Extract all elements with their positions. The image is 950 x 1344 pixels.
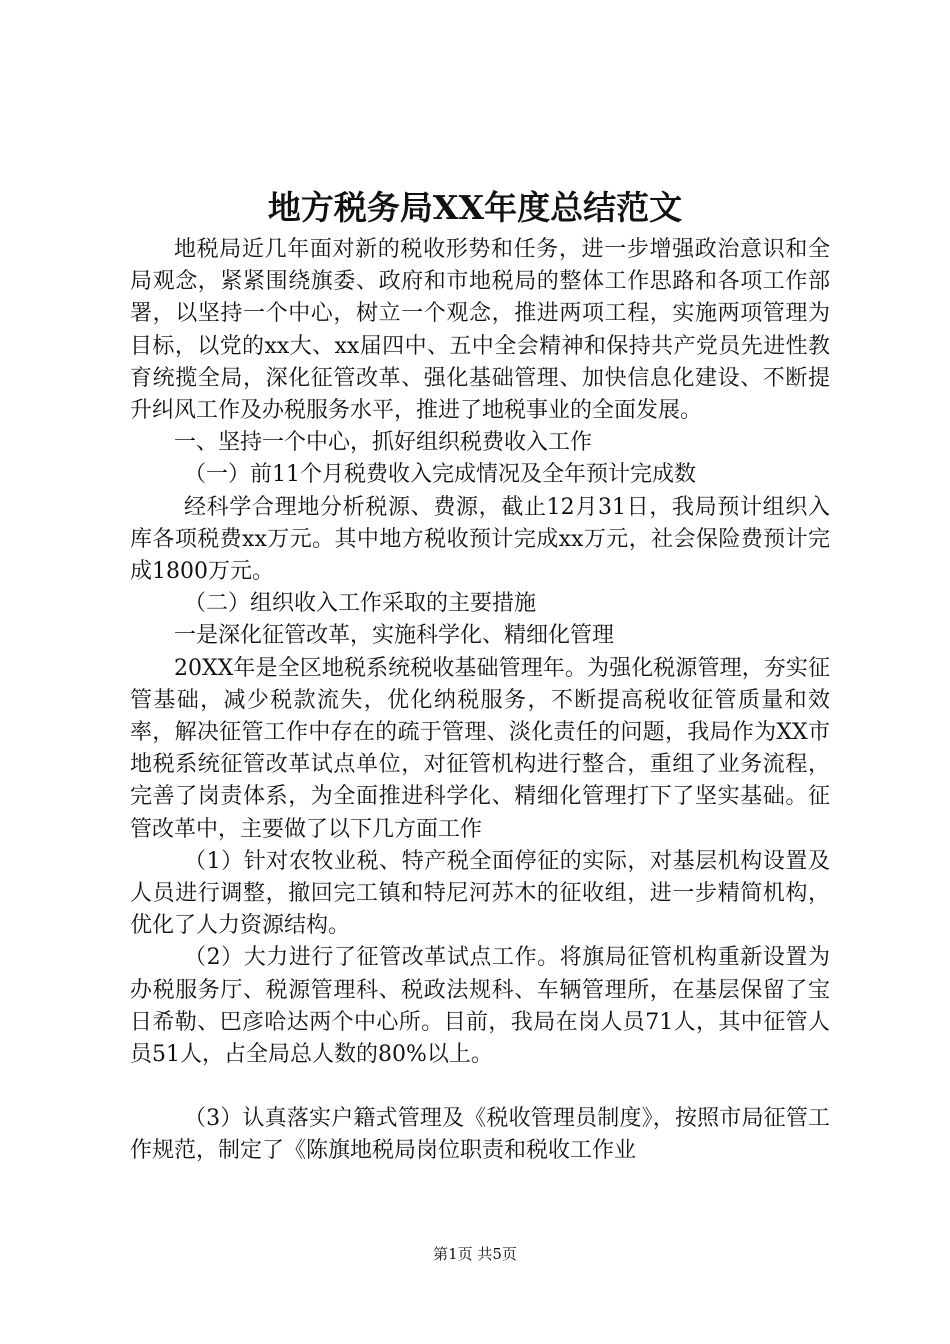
- document-body: [130, 234, 830, 1168]
- list-item-3: （3）认真落实户籍式管理及《税收管理员制度》，按照市局征管工作规范，制定了《陈旗地税局岗位职责和税收工作业: [130, 1106, 830, 1164]
- paragraph-reform: 20XX年是全区地税系统税收基础管理年。为强化税源管理，夯实征管基础，减少税款流失，优化纳税服务，不断提高税收征管质量和效率，解决征管工作中存在的疏于管理、淡化责任的问题，我局作为XX市地税系统征管改革试点单位，对征管机构进行整合，重组了业务流程，完善了岗责体系，为全面推进科学化、精细化管理打下了坚实基础。征管改革中，主要做了以下几方面工作: [130, 655, 830, 842]
- blank-line: [130, 1071, 830, 1103]
- paragraph-intro: 地税局近几年面对新的税收形势和任务，进一步增强政治意识和全局观念，紧紧围绕旗委、政府和市地税局的整体工作思路和各项工作部署，以坚持一个中心，树立一个观念，推进两项工程，实施两项管理为目标，以党的xx大、xx届四中、五中全会精神和保持共产党员先进性教育统揽全局，深化征管改革、强化基础管理、加快信息化建设、不断提升纠风工作及办税服务水平，推进了地税事业的全面发展。: [130, 237, 830, 424]
- list-item-1: （1）针对农牧业税、特产税全面停征的实际，对基层机构设置及人员进行调整，撤回完工镇和特尼河苏木的征收组，进一步精简机构，优化了人力资源结构。: [130, 848, 830, 939]
- page-footer: 第1页 共5页: [433, 1245, 517, 1263]
- subheading-2: （二）组织收入工作采取的主要措施: [184, 591, 537, 617]
- list-item-2: （2）大力进行了征管改革试点工作。将旗局征管机构重新设置为办税服务厅、税源管理科、税政法规科、车辆管理所，在基层保留了宝日希勒、巴彦哈达两个中心所。目前，我局在岗人员71人，其中征管人员51人，占全局总人数的80%以上。: [130, 945, 830, 1068]
- subheading-measure-1: 一是深化征管改革，实施科学化、精细化管理: [174, 623, 615, 649]
- subheading-1: （一）前11个月税费收入完成情况及全年预计完成数: [184, 462, 696, 488]
- heading-section-1: 一、坚持一个中心，抓好组织税费收入工作: [174, 430, 593, 456]
- document-title: 地方税务局XX年度总结范文: [267, 188, 683, 227]
- paragraph-revenue: 经科学合理地分析税源、费源，截止12月31日，我局预计组织入库各项税费xx万元。其中地方税收预计完成xx万元，社会保险费预计完成1800万元。: [130, 494, 830, 585]
